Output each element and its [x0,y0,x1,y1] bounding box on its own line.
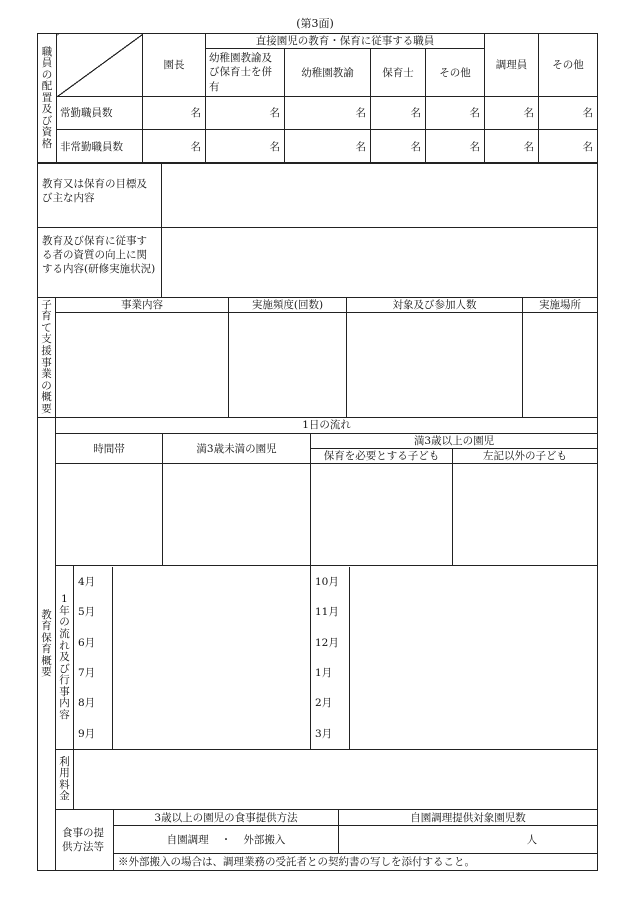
support-header-frequency: 実施頻度(回数) [229,298,347,313]
direct-col-nursery-teacher: 保育士 [371,49,426,97]
support-location-cell[interactable] [523,313,598,418]
month-label: 9月 [78,727,96,740]
support-section-label: 子育て支援事業の概要 [38,298,56,418]
direct-staff-group-header: 直接園児の教育・保育に従事する職員 [206,34,485,49]
other-staff-column-header: その他 [539,34,598,97]
unit-cell[interactable]: 名 [143,97,206,130]
support-table [37,297,598,418]
unit-cell[interactable]: 名 [539,130,598,164]
meal-count-cell[interactable]: 人 [339,826,598,854]
unit-cell[interactable]: 名 [539,97,598,130]
unit-cell[interactable]: 名 [426,130,485,164]
under3-header: 満3歳未満の園児 [163,434,311,464]
training-input-area[interactable] [162,228,598,298]
month-label: 10月 [315,575,339,588]
others-area[interactable] [453,464,598,566]
table-row [38,130,598,164]
time-slot-area[interactable] [56,464,163,566]
others-header: 左記以外の子ども [453,449,598,464]
unit-cell[interactable]: 名 [143,130,206,164]
unit-cell[interactable]: 名 [285,130,371,164]
goals-input-area[interactable] [162,163,598,228]
daily-flow-header: 1日の流れ [56,418,598,434]
yearly-flow-label: 1年の流れ及び行事内容 [56,566,74,750]
support-participants-cell[interactable] [347,313,523,418]
support-header-content: 事業内容 [56,298,229,313]
need-care-area[interactable] [311,464,453,566]
row-label-fulltime: 常勤職員数 [57,97,143,130]
overview-section-label: 教育保育概要 [38,418,56,871]
month-label: 3月 [315,727,333,740]
support-frequency-cell[interactable] [229,313,347,418]
month-label: 7月 [78,666,96,679]
cook-column-header: 調理員 [485,34,539,97]
unit-cell[interactable]: 名 [206,130,285,164]
training-label: 教育及び保育に従事する者の資質の向上に関する内容(研修実施状況) [38,228,162,298]
direct-col-dual-license: 幼稚園教諭及び保育士を併有 [206,49,285,97]
month-label: 1月 [315,666,333,679]
goals-training-table [37,162,598,298]
meal-count-header: 自園調理提供対象園児数 [339,810,598,826]
goals-label: 教育又は保育の目標及び主な内容 [38,163,162,228]
month-label: 11月 [315,606,339,619]
month-label: 4月 [78,575,96,588]
month-label: 8月 [78,697,96,710]
yearly-right-input[interactable] [350,567,597,749]
direct-col-other: その他 [426,49,485,97]
head-column-header: 園長 [143,34,206,97]
row-label-parttime: 非常勤職員数 [57,130,143,164]
page-title: (第3面) [296,17,334,30]
yearly-right-block [311,566,598,750]
staff-table [37,33,598,164]
need-care-header: 保育を必要とする子ども [311,449,453,464]
meal-note: ※外部搬入の場合は、調理業務の受託者との契約書の写しを添付すること。 [114,854,598,871]
unit-cell[interactable]: 名 [285,97,371,130]
meal-method-options [114,826,339,854]
header-diagonal-cell [57,34,143,97]
staff-section-label: 職員の配置及び資格 [38,34,57,164]
support-header-participants: 対象及び参加人数 [347,298,523,313]
meal-option-own[interactable]: 自園調理 [166,833,209,846]
fee-input-area[interactable] [74,750,598,810]
month-label: 12月 [315,636,339,649]
unit-cell[interactable]: 名 [206,97,285,130]
yearly-left-input[interactable] [113,567,310,749]
support-header-location: 実施場所 [523,298,598,313]
support-content-cell[interactable] [56,313,229,418]
unit-cell[interactable]: 名 [485,97,539,130]
meal-option-separator: ・ [220,833,232,846]
yearly-left-block [74,566,311,750]
direct-col-kindergarten-teacher: 幼稚園教諭 [285,49,371,97]
over3-header: 満3歳以上の園児 [311,434,598,449]
month-label: 6月 [78,636,96,649]
meal-option-outside[interactable]: 外部搬入 [243,833,286,846]
time-slot-header: 時間帯 [56,434,163,464]
unit-cell[interactable]: 名 [426,97,485,130]
under3-area[interactable] [163,464,311,566]
month-label: 5月 [78,606,96,619]
unit-cell[interactable]: 名 [371,97,426,130]
meal-label: 食事の提供方法等 [56,810,114,871]
meal-method-header: 3歳以上の園児の食事提供方法 [114,810,339,826]
unit-cell[interactable]: 名 [371,130,426,164]
overview-table [37,417,598,871]
fee-label: 利用料金 [56,750,74,810]
month-label: 2月 [315,697,333,710]
unit-cell[interactable]: 名 [485,130,539,164]
table-row [38,97,598,130]
